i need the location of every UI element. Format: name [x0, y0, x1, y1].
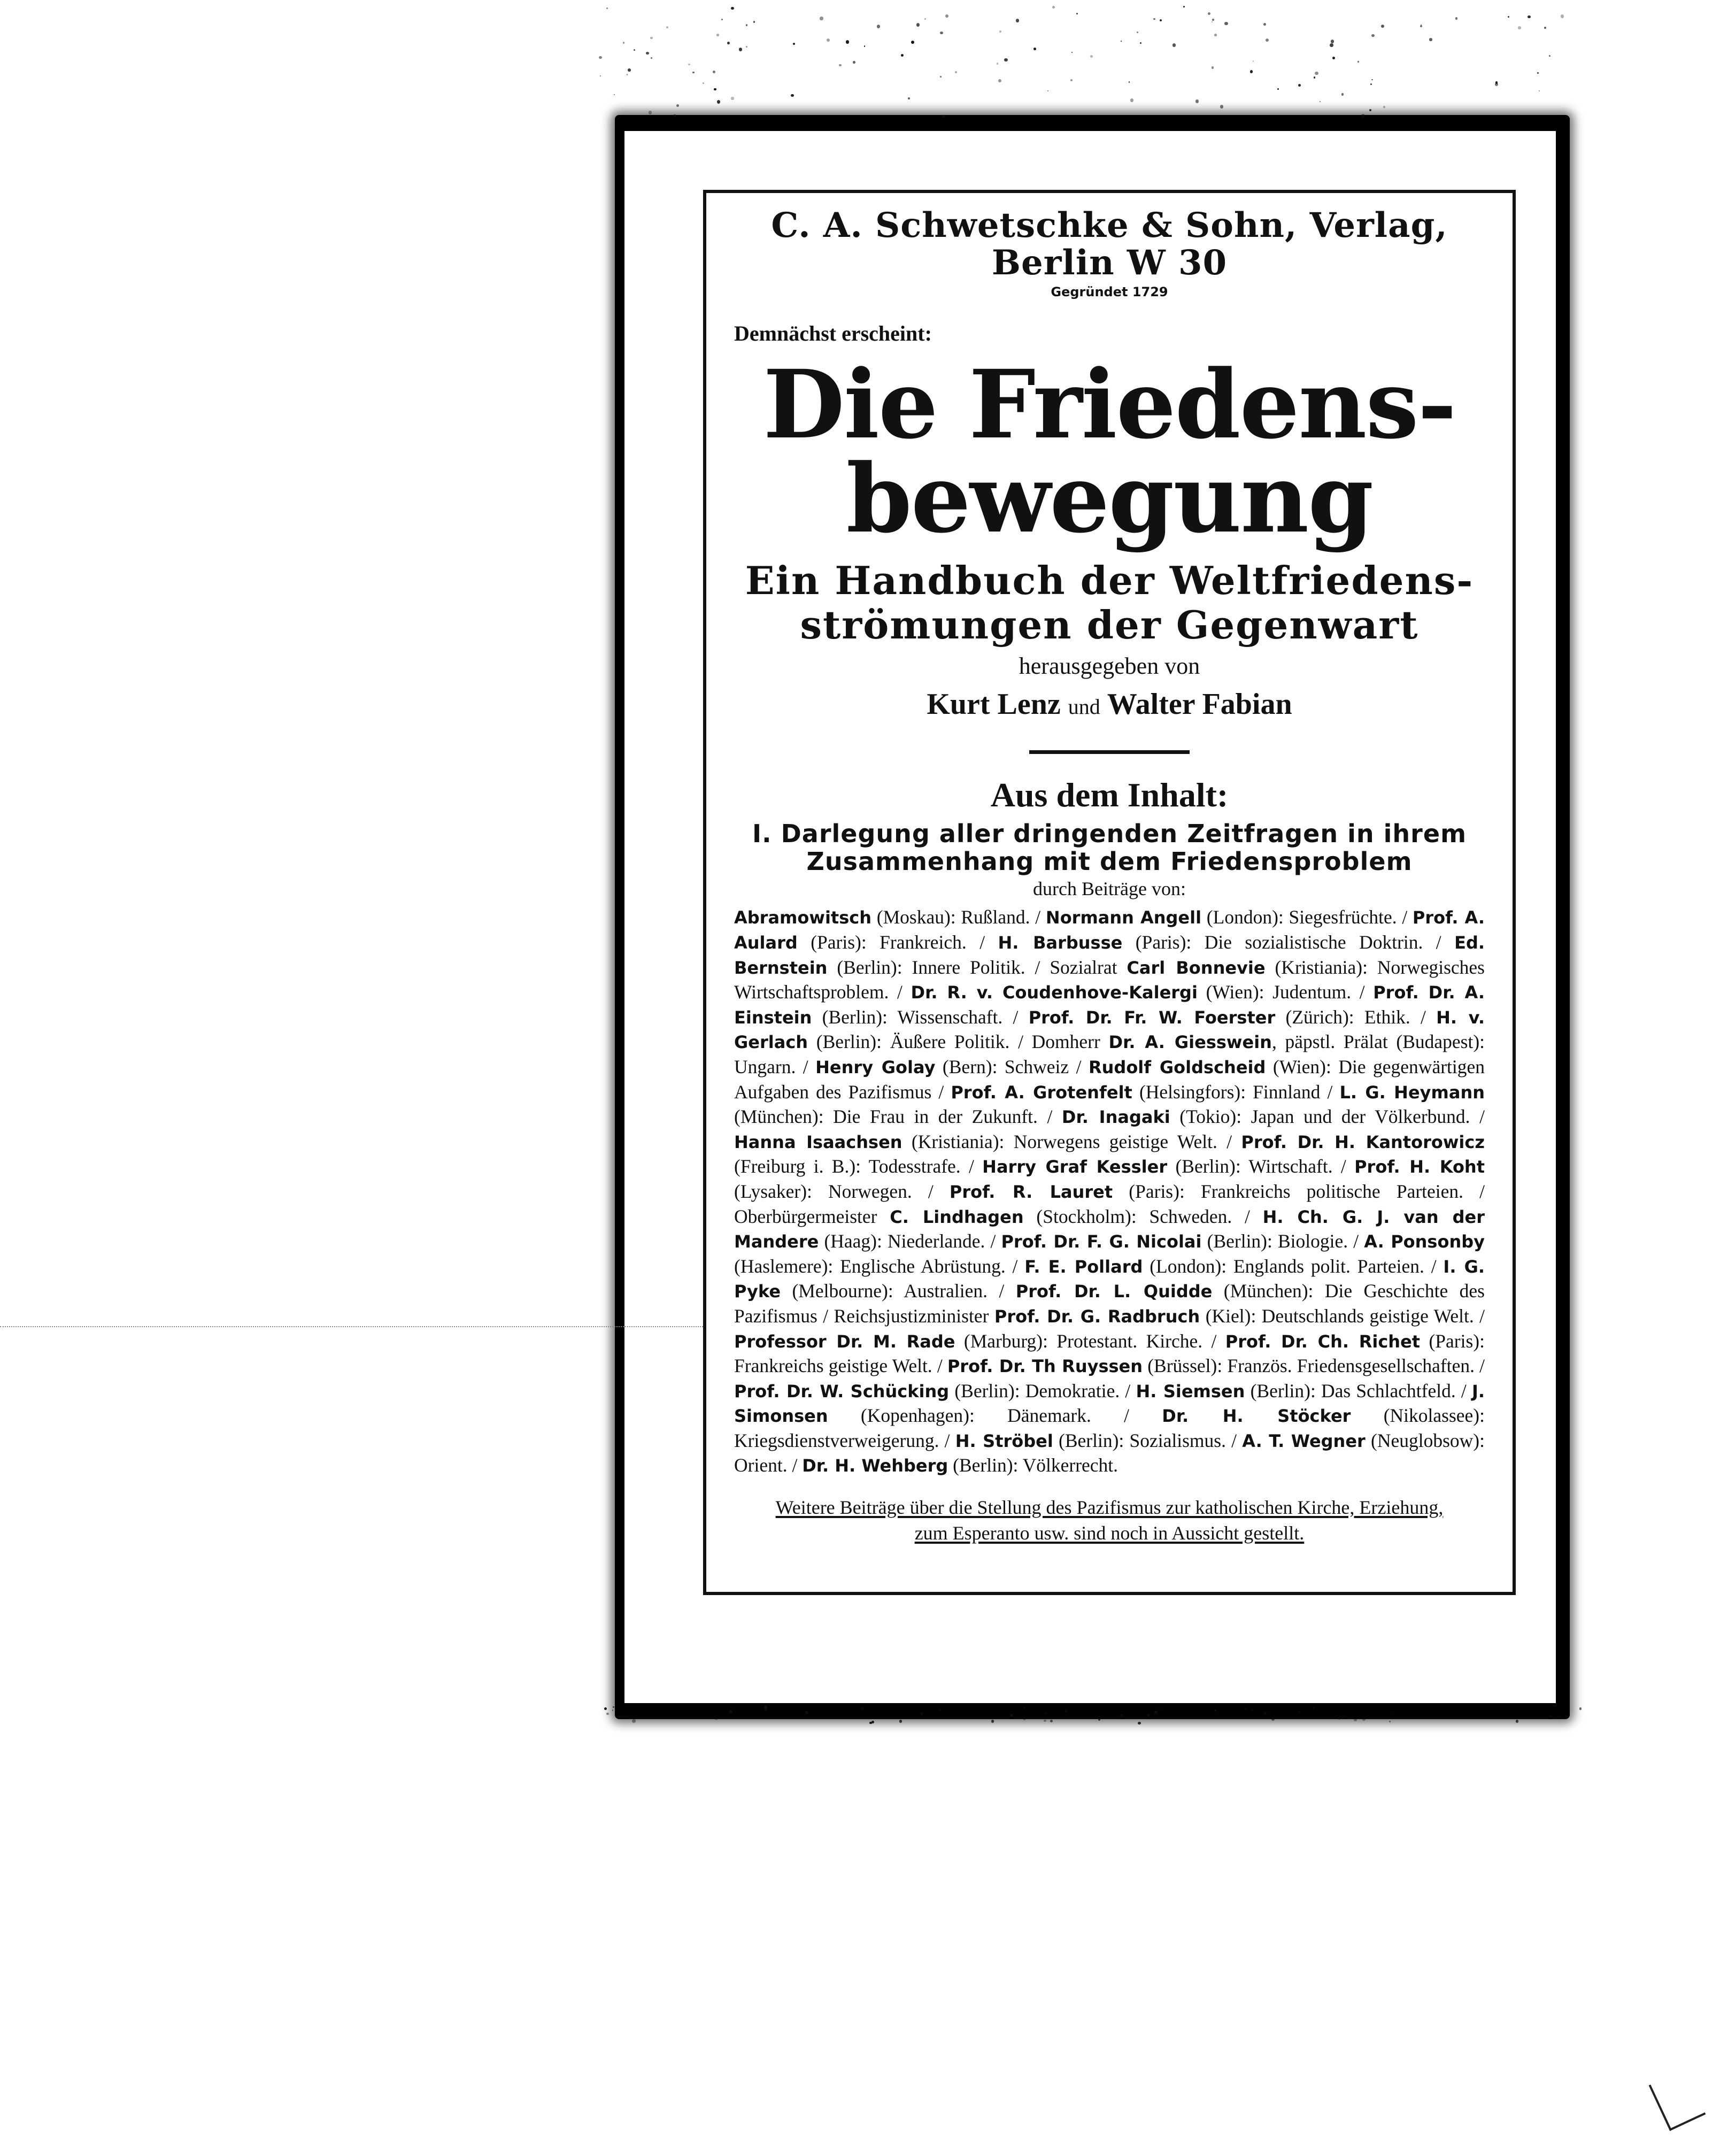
contributor-topic: (Brüssel): Französ. Friedensgesellschaften. / [1143, 1355, 1485, 1377]
scan-speck [945, 14, 949, 18]
scan-speck [1016, 19, 1019, 22]
scan-speck [1047, 90, 1048, 91]
scan-speck [1044, 1720, 1046, 1722]
scan-speck [997, 63, 999, 65]
scan-speck [1508, 16, 1509, 18]
contributor-name: Dr. H. Stöcker [1162, 1406, 1351, 1427]
scan-speck [646, 52, 649, 55]
scan-speck [998, 79, 1001, 82]
scan-speck [1220, 105, 1224, 109]
scan-speck [1098, 1719, 1100, 1721]
scan-speck [1064, 1710, 1067, 1712]
contributor-topic: (Kopenhagen): Dänemark. / [828, 1405, 1162, 1427]
contributor-name: H. Siemsen [1136, 1381, 1245, 1402]
contributor-topic: (Stockholm): Schweden. / [1023, 1205, 1263, 1227]
scan-speck [1263, 23, 1266, 26]
scan-speck [1076, 13, 1078, 14]
editor-1: Kurt Lenz [927, 688, 1061, 721]
contributor-name: Prof. Dr. F. G. Nicolai [1001, 1231, 1202, 1252]
section-heading [734, 820, 1485, 875]
scan-speck [942, 115, 945, 118]
scan-speck [727, 42, 730, 44]
contributor-name: Carl Bonnevie [1127, 957, 1266, 978]
scan-speck [599, 56, 602, 59]
scan-speck [908, 97, 910, 99]
scan-speck [1341, 93, 1344, 96]
contributor-name: H. v. Gerlach [734, 1007, 1485, 1053]
contributor-name: Prof. Dr. A. Einstein [734, 982, 1485, 1028]
contributor-topic: (Bern): Schweiz / [935, 1056, 1089, 1077]
contributor-name: J. Simonsen [734, 1381, 1485, 1427]
scan-speck [739, 48, 743, 51]
contributor-name: A. Ponsonby [1364, 1231, 1485, 1252]
contributor-topic: (London): Englands polit. Parteien. / [1143, 1255, 1444, 1277]
scan-speck [991, 1720, 994, 1723]
scan-speck [853, 61, 855, 64]
scan-speck [687, 1712, 688, 1713]
contributors-intro: durch Beiträge von: [1033, 878, 1186, 900]
scan-speck [820, 17, 823, 20]
contributor-name: Prof. Dr. G. Radbruch [994, 1306, 1200, 1327]
contributor-topic: (Freiburg i. B.): Todesstrafe. / [734, 1156, 983, 1177]
scan-speck [1420, 25, 1422, 27]
contributor-topic: (Berlin): Völkerrecht. [948, 1454, 1118, 1476]
scan-speck [1330, 43, 1333, 47]
contributor-topic: (Neuglobsow): Orient. / [734, 1429, 1485, 1476]
scan-speck [1357, 61, 1359, 63]
scan-speck [666, 26, 668, 28]
scan-speck [627, 74, 628, 75]
contributor-name: F. E. Pollard [1024, 1256, 1143, 1277]
contributor-topic: (Wien): Die gegenwärtigen Aufgaben des Pazifismus / [734, 1056, 1485, 1103]
scan-speck [1212, 19, 1214, 21]
scan-speck [716, 34, 719, 36]
contributor-topic: (Wien): Judentum. / [1197, 981, 1374, 1003]
scan-speck [614, 94, 615, 95]
scan-speck [1137, 32, 1138, 33]
scan-speck [746, 24, 747, 26]
scan-speck [940, 76, 941, 77]
editors-and: und [1068, 695, 1100, 719]
contributor-topic: (Paris): Frankreichs geistige Welt. / [734, 1330, 1485, 1377]
scan-speck [765, 1709, 767, 1712]
contributor-topic: , päpstl. Prälat (Budapest): Ungarn. / [734, 1031, 1485, 1077]
scan-speck [1050, 1720, 1053, 1722]
scan-speck [1121, 41, 1122, 42]
scan-speck [1331, 40, 1334, 43]
scan-speck [721, 19, 723, 20]
scan-fold-line [0, 1326, 703, 1327]
scan-speck [861, 1707, 864, 1710]
scan-speck [714, 88, 716, 90]
scan-speck [1090, 55, 1093, 58]
scan-speck [901, 54, 904, 57]
contributor-topic: (Tokio): Japan und der Völkerbund. / [1170, 1106, 1485, 1128]
footnote-line-2: zum Esperanto usw. sind noch in Aussicht gestellt. [914, 1522, 1305, 1544]
scan-speck [1212, 66, 1214, 68]
contributor-topic: (Kristiania): Norwegens geistige Welt. / [902, 1130, 1241, 1152]
scan-speck [1070, 79, 1073, 82]
contributor-name: Prof. Dr. W. Schücking [734, 1381, 950, 1402]
scan-speck [1298, 84, 1301, 87]
contributor-topic: (Berlin): Innere Politik. / Sozialrat [827, 956, 1127, 978]
contributor-topic: (Paris): Frankreichs politische Parteien. / Oberbürgermeister [734, 1180, 1485, 1227]
scan-speck [1362, 1718, 1365, 1720]
scan-speck [731, 97, 734, 99]
scan-speck [1371, 34, 1374, 37]
scan-speck [924, 18, 927, 20]
scan-speck [632, 1719, 636, 1723]
scan-speck [1389, 1721, 1391, 1722]
scan-speck [612, 1710, 614, 1711]
scan-speck [1129, 81, 1130, 82]
scan-speck [1332, 57, 1335, 59]
scan-speck [651, 57, 652, 59]
contributor-name: L. G. Heymann [1339, 1082, 1485, 1103]
contributor-topic: (Berlin): Das Schlachtfeld. / [1245, 1380, 1472, 1402]
section-heading-line-2: Zusammenhang mit dem Friedensproblem [806, 846, 1413, 876]
founded-year: Gegründet 1729 [1051, 284, 1168, 299]
scan-speck [703, 82, 704, 84]
scan-speck [676, 104, 679, 107]
contributor-name: Professor Dr. M. Rade [734, 1331, 955, 1352]
scan-speck [715, 1717, 718, 1720]
contributor-name: Henry Golay [815, 1057, 936, 1077]
contributor-name: H. Ch. G. J. van der Mandere [734, 1206, 1485, 1252]
scan-speck [1354, 1719, 1356, 1721]
contributor-topic: (Kiel): Deutschlands geistige Welt. / [1200, 1305, 1485, 1327]
contributor-topic: (Kristiania): Norwegisches Wirtschaftsproblem. / [734, 956, 1485, 1003]
contributor-topic: (Marburg): Protestant. Kirche. / [955, 1330, 1225, 1352]
scan-speck [731, 7, 734, 10]
contributor-name: Rudolf Goldscheid [1088, 1057, 1266, 1077]
scan-speck [713, 71, 715, 73]
contributor-topic: (Zürich): Ethik. / [1275, 1006, 1437, 1028]
footnote [734, 1495, 1485, 1546]
scan-speck [1369, 109, 1371, 111]
scan-speck [1154, 1711, 1158, 1714]
scan-speck [600, 75, 601, 76]
contributor-name: Dr. H. Wehberg [802, 1456, 948, 1476]
scan-speck [1361, 114, 1364, 117]
contributor-name: Dr. R. v. Coudenhove-Kalergi [911, 982, 1198, 1003]
book-title-line-1: Die Friedens- [763, 349, 1456, 460]
contributor-name: Dr. A. Giesswein [1108, 1032, 1272, 1053]
scan-speck [1140, 42, 1141, 44]
scan-speck [793, 43, 796, 45]
contributor-name: Harry Graf Kessler [982, 1157, 1168, 1177]
contributor-topic: (Paris): Die sozialistische Doktrin. / [1122, 931, 1455, 953]
scan-speck [1381, 25, 1384, 28]
contributor-name: Dr. Inagaki [1061, 1107, 1170, 1128]
scan-speck [650, 37, 652, 39]
scan-speck [999, 30, 1001, 33]
contributor-name: C. Lindhagen [890, 1206, 1024, 1227]
scan-speck [1537, 72, 1539, 74]
announcement: Demnächst erscheint: [734, 321, 932, 345]
scan-speck [1271, 1718, 1275, 1721]
scan-speck [1023, 1717, 1026, 1720]
publisher-name: C. A. Schwetschke & Sohn, Verlag, Berlin W 30 [771, 205, 1448, 283]
scan-speck [1215, 1710, 1216, 1711]
scan-speck [916, 23, 920, 27]
scan-speck [1138, 1722, 1140, 1724]
corner-scribble [1649, 2069, 1706, 2131]
scan-speck [1153, 18, 1155, 20]
footnote-line-1: Weitere Beiträge über die Stellung des Pazifismus zur katholischen Kirche, Erziehung, [775, 1497, 1444, 1519]
book-subtitle-line-1: Ein Handbuch der Weltfriedens- [745, 557, 1474, 603]
scan-speck [1208, 12, 1210, 15]
scan-speck [1320, 101, 1321, 102]
scan-speck [1549, 55, 1550, 57]
scan-speck [1130, 98, 1133, 102]
scan-speck [864, 45, 865, 47]
contributor-name: I. G. Pyke [734, 1256, 1485, 1302]
scan-speck [1052, 6, 1055, 9]
contributor-topic: (Moskau): Rußland. / [871, 906, 1046, 928]
scan-speck [1120, 1714, 1123, 1717]
contributor-name: Prof. A. Grotenfelt [951, 1082, 1132, 1103]
contributor-topic: (Paris): Frankreich. / [797, 931, 998, 953]
contributor-topic: (Berlin): Wirtschaft. / [1167, 1156, 1355, 1177]
contributor-name: Prof. A. Aulard [734, 907, 1485, 953]
scan-speck [877, 25, 881, 28]
scan-speck [1315, 72, 1318, 75]
scan-speck [791, 94, 794, 97]
scan-speck [1253, 60, 1254, 61]
scan-speck [1516, 1720, 1519, 1723]
scan-speck [1383, 106, 1385, 107]
scan-speck [1550, 1715, 1552, 1718]
scan-speck [1214, 34, 1216, 36]
scan-speck [1539, 90, 1540, 91]
book-subtitle [734, 559, 1485, 648]
scan-speck [1245, 1708, 1246, 1710]
scan-speck [1579, 1707, 1582, 1710]
scan-speck [899, 1720, 902, 1722]
scan-speck [604, 1707, 607, 1710]
scan-speck [955, 71, 957, 73]
contributors-list [734, 905, 1485, 1479]
contributor-topic: (Melbourne): Australien. / [781, 1280, 1016, 1302]
scan-speck [1561, 14, 1564, 18]
scan-speck [606, 7, 608, 9]
scan-speck [1544, 27, 1546, 29]
scan-speck [746, 46, 747, 48]
editor-2: Walter Fabian [1107, 688, 1292, 721]
scan-speck [1371, 79, 1372, 80]
scan-speck [1212, 21, 1213, 22]
scan-speck [649, 111, 652, 114]
contents-heading: Aus dem Inhalt: [990, 776, 1229, 814]
scan-speck [1277, 88, 1279, 90]
scan-speck [827, 38, 830, 42]
scan-speck [1195, 99, 1199, 103]
scan-speck [717, 100, 720, 103]
scan-speck [1338, 1717, 1340, 1720]
scan-speck [1370, 83, 1372, 85]
scan-speck [729, 1710, 732, 1713]
contributor-topic: (München): Die Frau in der Zukunft. / [734, 1106, 1062, 1128]
scan-speck [1224, 22, 1228, 26]
contributor-topic: (Haag): Niederlande. / [819, 1230, 1001, 1252]
scan-speck [692, 72, 695, 74]
scan-speck [1160, 19, 1162, 21]
contributor-topic: (Berlin): Äußere Politik. / Domherr [808, 1031, 1109, 1053]
advertisement-box [703, 190, 1516, 1595]
book-title [734, 349, 1485, 554]
scan-speck [606, 1713, 609, 1715]
scan-speck [1010, 1714, 1013, 1717]
editors-intro: herausgegeben von [1019, 653, 1200, 680]
scan-speck [753, 21, 755, 22]
scan-speck [1033, 48, 1036, 50]
scan-speck [1024, 1707, 1025, 1708]
scan-speck [1528, 16, 1530, 18]
contributor-name: Prof. Dr. Fr. W. Foerster [1028, 1007, 1276, 1028]
scan-speck [1250, 70, 1253, 73]
scan-speck [1393, 1712, 1394, 1713]
scan-speck [613, 1706, 614, 1708]
contributor-name: Ed. Bernstein [734, 933, 1485, 978]
divider-rule [1029, 750, 1190, 754]
contributor-topic: (London): Siegesfrüchte. / [1201, 906, 1413, 928]
scan-speck [1495, 83, 1498, 86]
scan-speck [634, 49, 635, 51]
scan-speck [839, 64, 842, 67]
scan-speck [1455, 17, 1457, 19]
scan-speck [940, 32, 943, 35]
scan-speck [920, 1713, 922, 1715]
scan-speck [869, 1722, 871, 1724]
book-subtitle-line-2: strömungen der Gegenwart [800, 602, 1419, 648]
scan-speck [688, 64, 690, 65]
contributor-name: Prof. Dr. L. Quidde [1015, 1281, 1213, 1302]
contributor-name: H. Ströbel [955, 1430, 1053, 1451]
scan-speck [1183, 6, 1185, 7]
contributor-name: Abramowitsch [734, 907, 871, 928]
contributor-name: Prof. Dr. Th Ruyssen [947, 1356, 1143, 1377]
contributor-name: Prof. Dr. H. Kantorowicz [1241, 1131, 1485, 1152]
contributor-name: Prof. R. Lauret [949, 1181, 1113, 1202]
scan-speck [1172, 43, 1176, 47]
contributor-topic: (Berlin): Wissenschaft. / [812, 1006, 1029, 1028]
contributor-topic: (Berlin): Biologie. / [1201, 1230, 1364, 1252]
scan-speck [623, 42, 625, 44]
scan-speck [846, 40, 850, 44]
scan-speck [1071, 52, 1073, 53]
scan-speck [1314, 76, 1316, 79]
contributor-topic: (Haslemere): Englische Abrüstung. / [734, 1255, 1025, 1277]
scan-speck [628, 68, 631, 72]
scan-speck [1266, 38, 1269, 42]
contributor-name: Normann Angell [1045, 907, 1202, 928]
editors [734, 687, 1485, 721]
contributor-name: Hanna Isaachsen [734, 1131, 902, 1152]
contributor-name: A. T. Wegner [1242, 1430, 1366, 1451]
scan-speck [805, 1711, 808, 1714]
contributor-topic: (Helsingfors): Finnland / [1132, 1081, 1340, 1103]
scan-speck [1004, 58, 1008, 62]
contributor-name: Prof. Dr. Ch. Richet [1225, 1331, 1421, 1352]
contributor-topic: (Berlin): Sozialismus. / [1053, 1429, 1243, 1451]
contributor-name: Prof. H. Koht [1354, 1157, 1485, 1177]
scan-speck [911, 41, 914, 44]
scan-speck [1429, 38, 1432, 41]
contributor-topic: (Lysaker): Norwegen. / [734, 1180, 950, 1202]
book-title-line-2: bewegung [846, 443, 1373, 554]
contributor-name: H. Barbusse [998, 933, 1123, 953]
contributor-topic: (Nikolassee): Kriegsdienstverweigerung. / [734, 1405, 1485, 1451]
scan-speck [1341, 1715, 1345, 1719]
contributor-topic: (Berlin): Demokratie. / [949, 1380, 1136, 1402]
scan-speck [1518, 26, 1521, 29]
section-heading-line-1: I. Darlegung aller dringenden Zeitfragen in ihrem [752, 819, 1467, 849]
contributor-topic: (München): Die Geschichte des Pazifismus / Reichsjustizminister [734, 1280, 1485, 1327]
